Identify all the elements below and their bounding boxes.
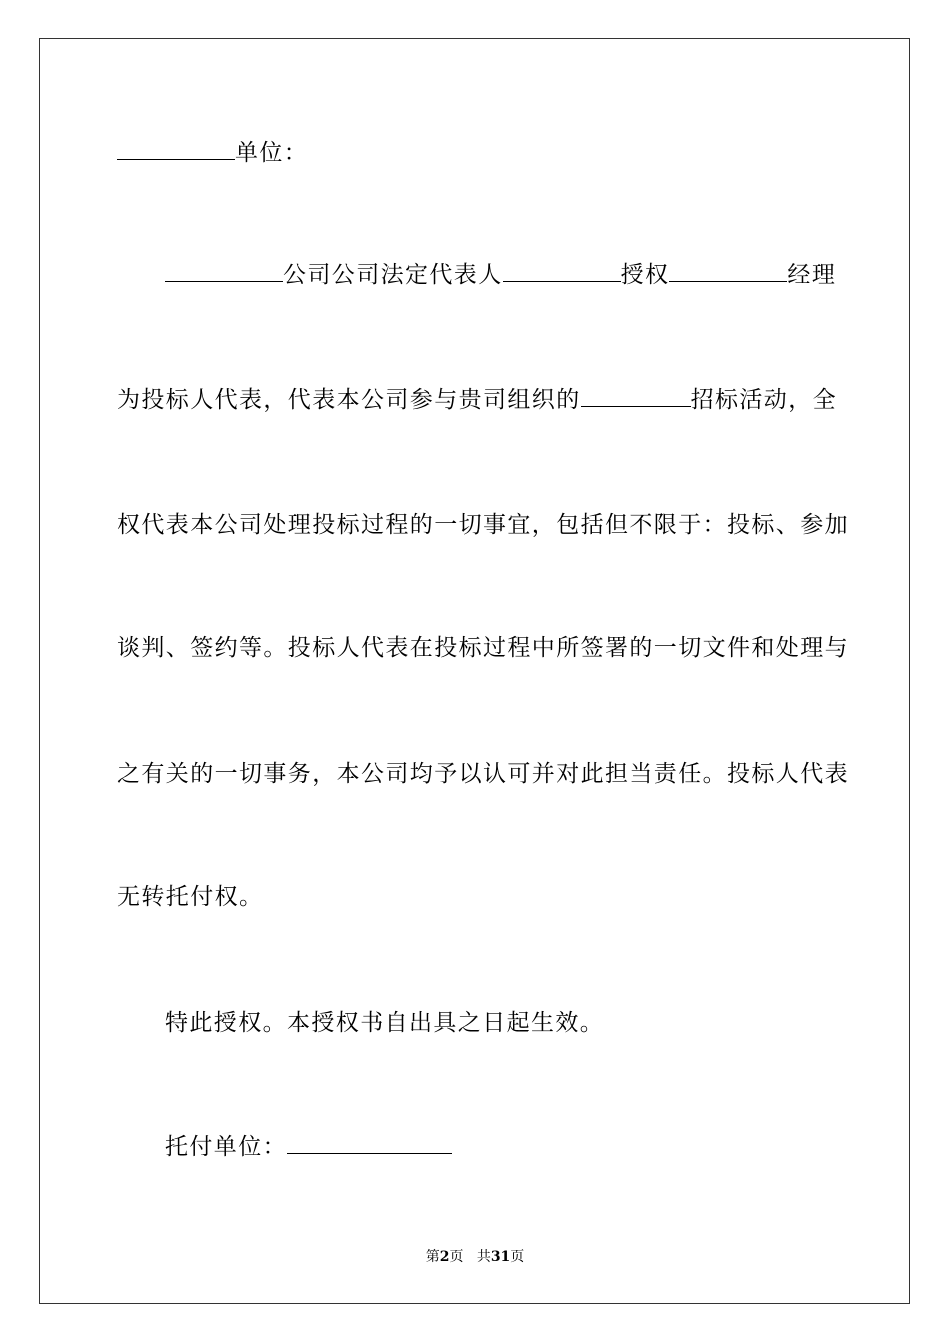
authorization-line-5: 之有关的一切事务，本公司均予以认可并对此担当责任。投标人代表: [117, 761, 849, 787]
page-suffix: 页: [449, 1249, 464, 1265]
unit-blank: [117, 137, 235, 160]
page-prefix: 第: [425, 1249, 440, 1265]
page-number: 2: [439, 1249, 450, 1265]
authorize-text: 授权: [620, 262, 670, 288]
tender-blank: [581, 384, 691, 407]
authorization-line-3: 权代表本公司处理投标过程的一切事宜，包括但不限于：投标、参加: [117, 512, 849, 538]
entrusting-unit-blank: [287, 1131, 452, 1154]
legal-rep-text: 公司公司法定代表人: [283, 262, 503, 288]
entrusting-unit-label: 托付单位：: [165, 1134, 287, 1160]
authorization-line-6: 无转托付权。: [117, 884, 264, 910]
unit-label: 单位：: [235, 140, 309, 166]
tender-activity-text: 招标活动，全: [690, 387, 838, 413]
total-suffix: 页: [510, 1249, 525, 1265]
authorization-line-1: [165, 259, 837, 290]
total-prefix: 共: [476, 1249, 491, 1265]
entrusting-unit-line: [165, 1131, 833, 1162]
manager-blank: [669, 259, 787, 282]
legal-rep-blank: [503, 259, 621, 282]
authorization-line-4: 谈判、签约等。投标人代表在投标过程中所签署的一切文件和处理与: [117, 635, 849, 661]
unit-line: [117, 137, 833, 168]
effective-statement: 特此授权。本授权书自出具之日起生效。: [165, 1010, 605, 1036]
page-footer: [0, 1247, 950, 1267]
total-pages: 31: [490, 1249, 511, 1265]
authorization-line-2: [117, 384, 838, 415]
company-blank: [165, 259, 283, 282]
page-frame: [39, 38, 910, 1304]
manager-text: 经理: [787, 262, 837, 288]
bidder-rep-text: 为投标人代表，代表本公司参与贵司组织的: [117, 387, 581, 413]
